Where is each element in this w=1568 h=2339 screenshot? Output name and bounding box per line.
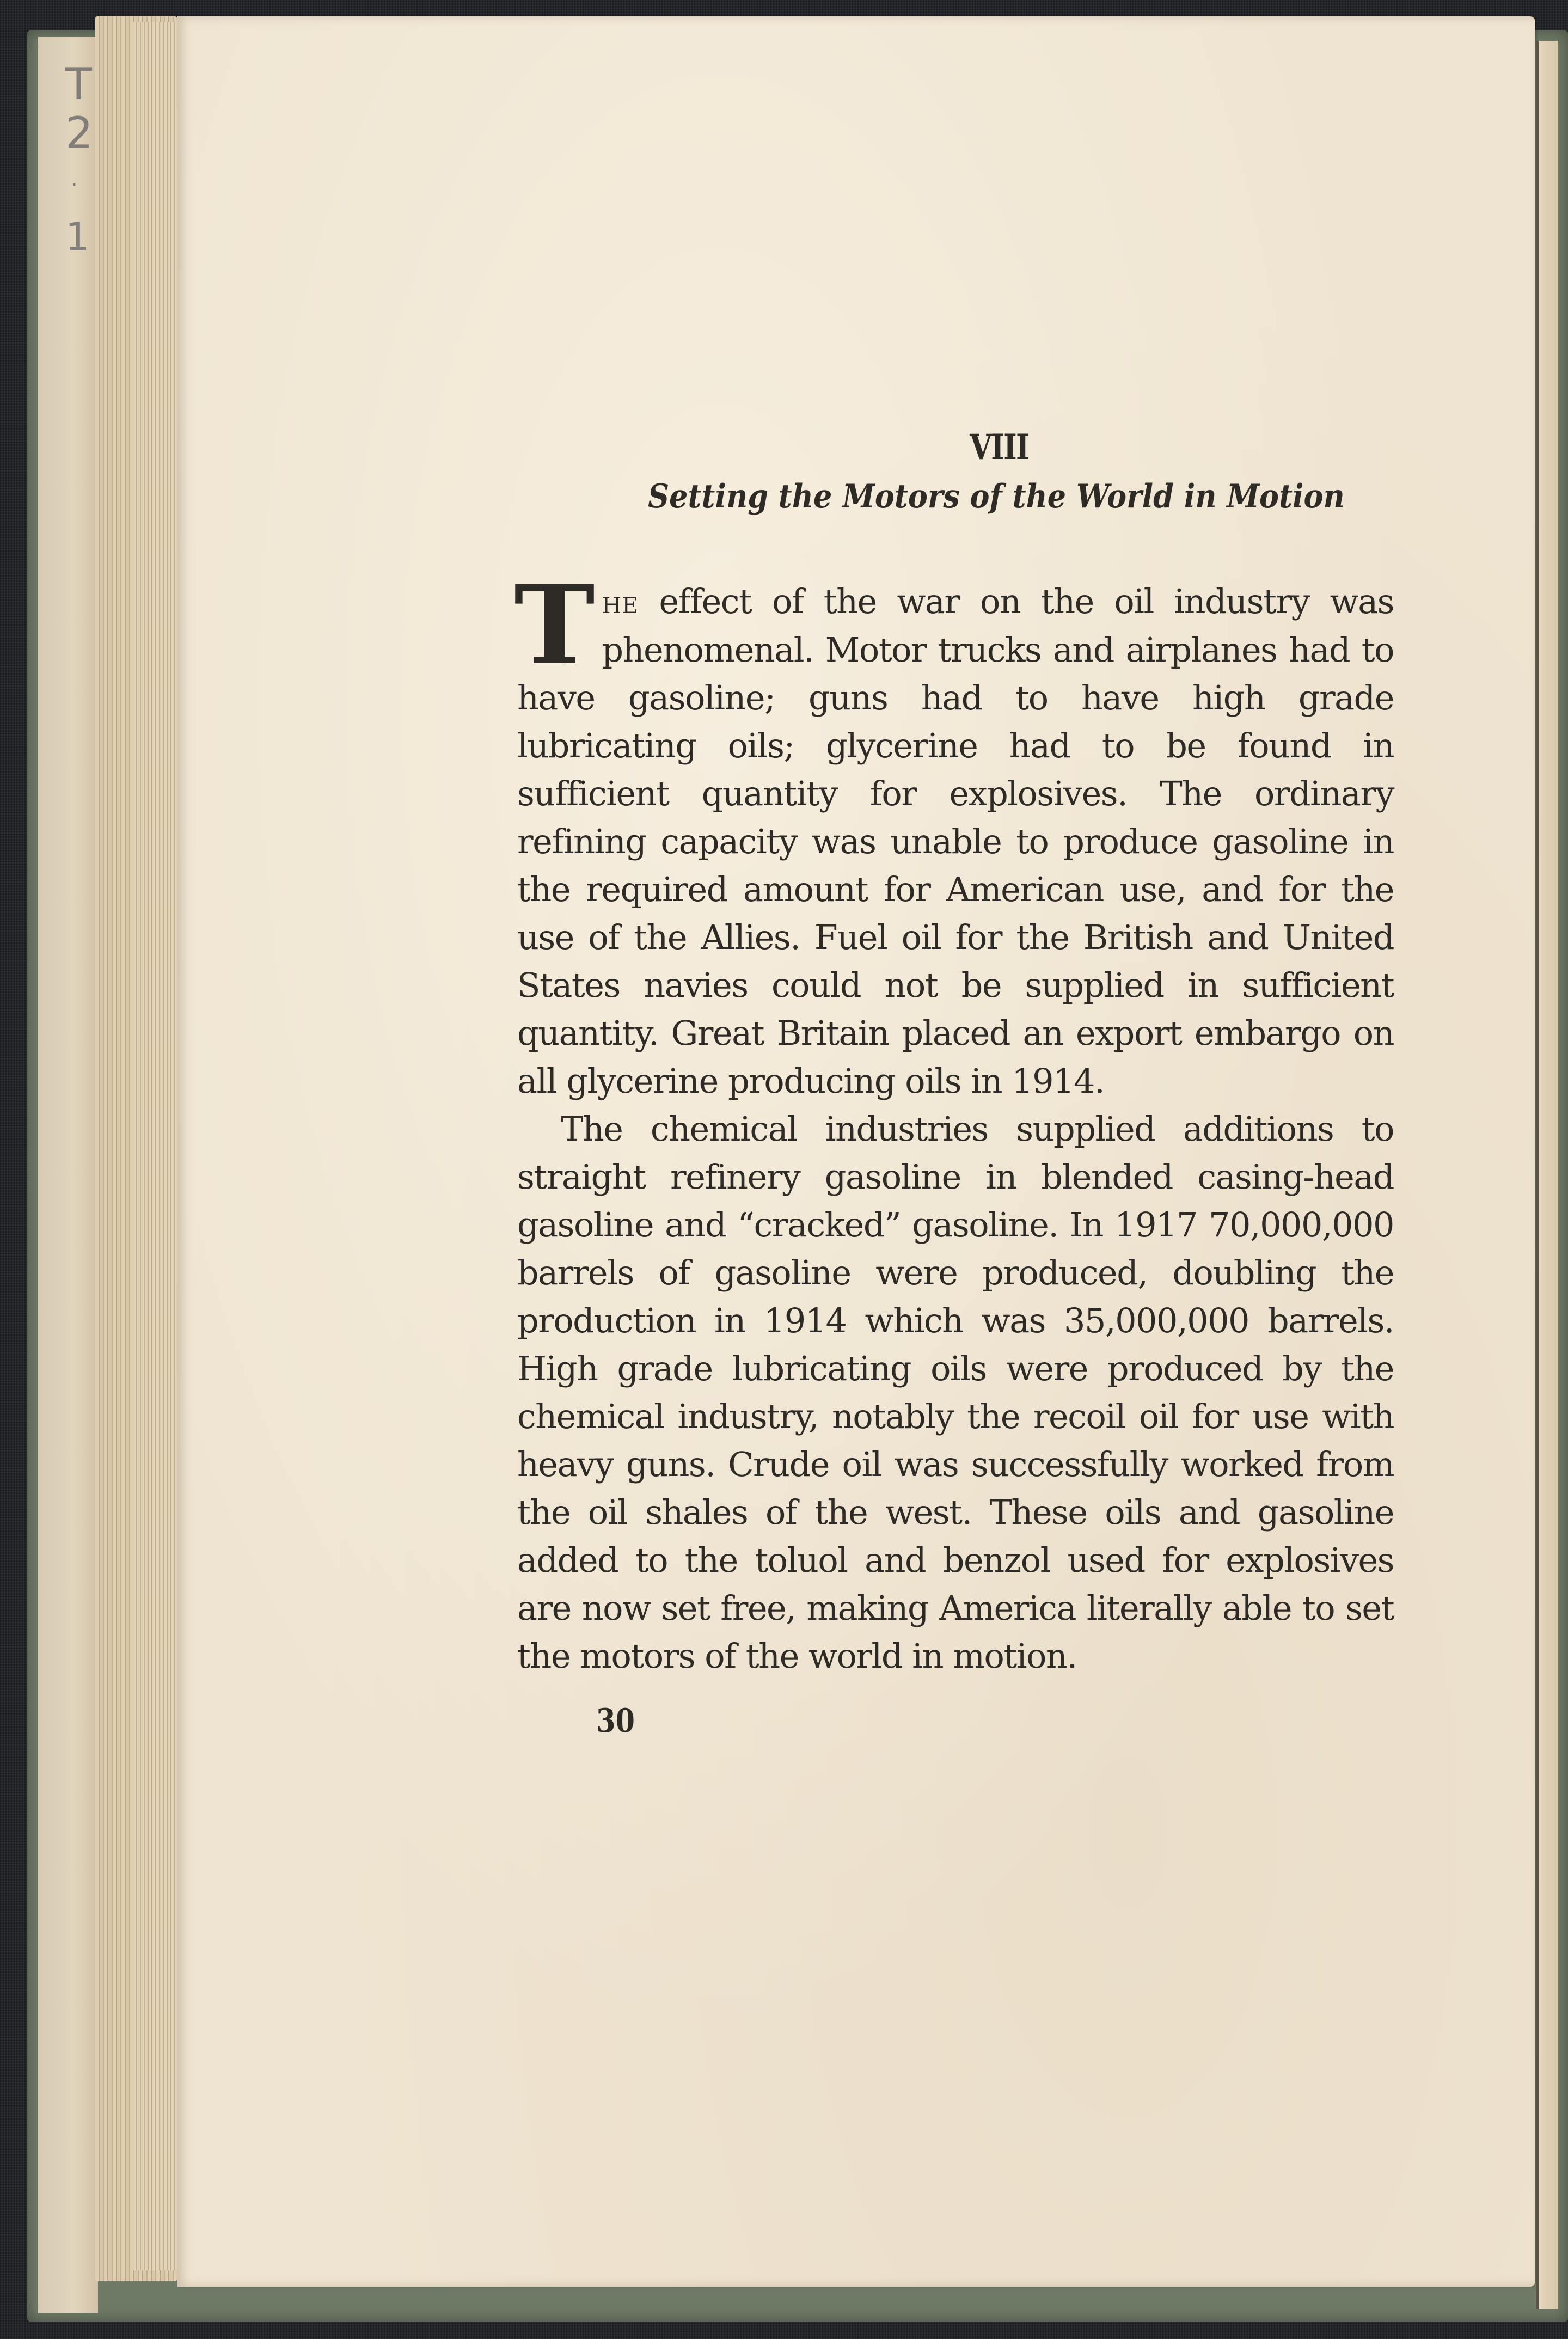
- chapter-number: VIII: [970, 427, 1028, 468]
- small-caps-lead: he: [602, 584, 639, 621]
- text-block: [514, 425, 1394, 1741]
- drop-cap: T: [514, 561, 595, 690]
- page-edges-inner: [133, 22, 177, 2270]
- pencil-mark: T: [65, 59, 92, 109]
- chapter-title: Setting the Motors of the World in Motion: [648, 477, 1345, 516]
- pencil-mark: 1: [65, 215, 90, 259]
- paragraph-2: [517, 1105, 1394, 1680]
- pencil-mark: 2: [65, 108, 93, 158]
- flyleaf: [38, 37, 98, 2313]
- page-number: 30: [596, 1702, 635, 1741]
- paragraph-2-text: The chemical industries supplied additions to straight refinery gasoline in blended casing-head gasoline and “cracked” gasoline. In 1917 70,000,000 barrels of gasoline were produced, doubling the production in 1914 which was 35,000,000 barrels. High grade lubricating oils were produced by the chemical industry, notably the recoil oil for use with heavy guns. Crude oil was successfully worked from the oil shales of the west. These oils and gasoline added to the toluol and benzol used for explosives are now set free, making America literally able to set the motors of the world in motion.: [517, 1109, 1394, 1676]
- next-page-edge: [1536, 41, 1558, 2309]
- paragraph-1: [514, 561, 1394, 1105]
- pencil-mark: ·: [71, 173, 78, 198]
- paragraph-1-text: effect of the war on the oil industry was phenomenal. Motor trucks and airplanes had to have gasoline; guns had to have high grade lubricating oils; glycerine had to be found in sufficient quantity for explosives. The ordinary refining capacity was unable to produce gasoline in the required amount for American use, and for the use of the Allies. Fuel oil for the British and United States navies could not be supplied in sufficient quantity. Great Britain placed an export embargo on all glycerine producing oils in 1914.: [517, 581, 1394, 1101]
